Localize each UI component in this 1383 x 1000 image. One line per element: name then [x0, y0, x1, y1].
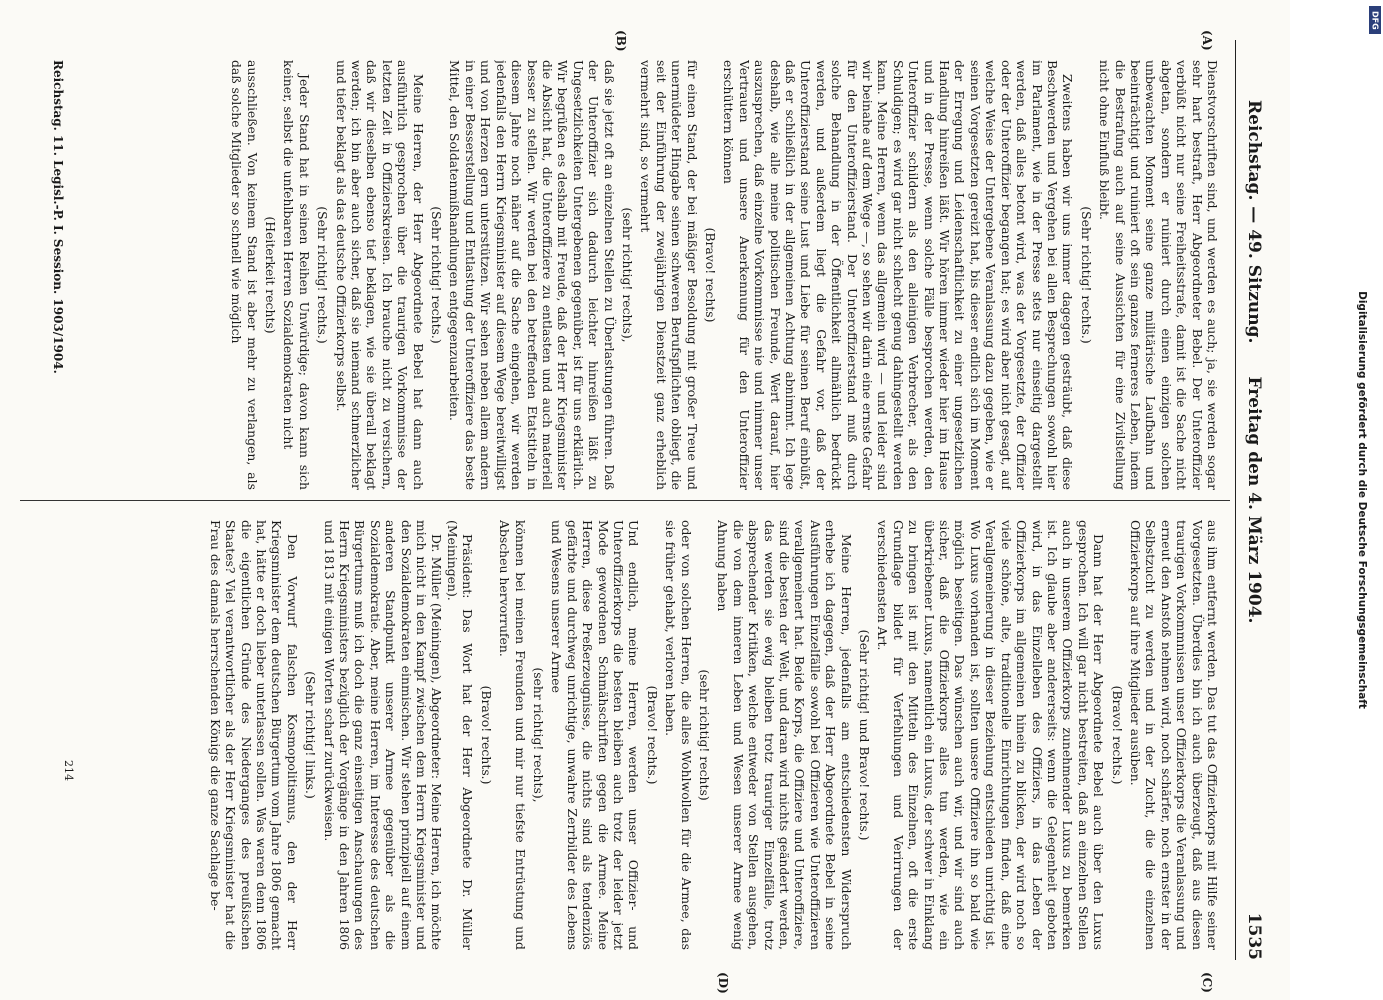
right-column	[30, 520, 1220, 950]
interjection: (Sehr richtig! rechts.)	[315, 206, 331, 344]
margin-marker-a: (A)	[1200, 30, 1214, 51]
interjection: (Sehr richtig! rechts.)	[1078, 206, 1094, 344]
interjection: (Bravo! rechts.)	[478, 685, 494, 785]
page-footer: Reichstag. 11. Legisl.-P. I. Session. 1903/1904.	[51, 60, 65, 374]
interjection: (Sehr richtig! und Bravo! rechts.)	[857, 629, 873, 841]
header-session: Reichstag. — 49. Sitzung.	[1244, 100, 1264, 344]
interjection: (sehr richtig! rechts),	[619, 207, 635, 343]
paragraph: Jeder Stand hat in seinen Reihen Unwürdige; davon kann sich keiner, selbst die unfehlbaren Herren Sozialdemokraten nicht	[281, 60, 312, 490]
margin-marker-c: (C)	[1200, 972, 1214, 993]
interjection: (sehr richtig! rechts),	[530, 667, 546, 803]
margin-marker-b: (B)	[614, 30, 628, 52]
paragraph: oder von solchen Herren, die alles Wohlwollen für die Armee, das sie früher gehabt, verloren haben.	[663, 520, 694, 950]
signature-number: 214	[62, 760, 75, 781]
interjection: (Heiterkeit rechts)	[263, 216, 279, 334]
paragraph: Präsident: Das Wort hat der Herr Abgeordnete Dr. Müller (Meiningen).	[444, 520, 476, 950]
header-date: Freitag den 4. März 1904.	[1244, 376, 1264, 624]
column-divider	[20, 500, 1230, 501]
interjection: (Bravo! rechts)	[703, 227, 718, 323]
paragraph: Den Vorwurf falschen Kosmopolitismus, den der Herr Kriegsminister dem deutschen Bürgertum vom Jahre 1806 gemacht hat, hätte er doch lieber unterlassen sollen. Was waren denn 1806 die eigentlichen Gründe des Niederganges des preußischen Staates? Viel verantwortlicher als der Herr Kriegsminister hat die Frau des damals herrschenden Königs die ganze Sachlage be-	[207, 520, 300, 950]
dfg-logo: DFG	[1369, 6, 1381, 34]
paragraph: Dienstvorschriften sind, und werden es auch; ja, sie werden sogar sehr hart bestraft, Herr Abgeordneter Bebel. Der Unteroffizier verbüßt nicht nur seine Freiheitsstrafe, damit ist die Sache nicht abgetan, sondern er ruiniert durch einen einzigen solchen unbewachten Moment seine ganze militärische Laufbahn und beeinträchtigt und ruiniert oft sein ganzes ferneres Leben, indem die Bestrafung auch auf seine Aussichten für eine Zivilstellung nicht ohne Einfluß bleibt.	[1097, 60, 1220, 490]
paragraph: Dr. Müller (Meiningen), Abgeordneter: Meine Herren, ich möchte mich nicht in den Kampf zwischen dem Herrn Kriegsminister und den Sozialdemokraten einmischen. Wir stehen prinzipiell auf einem anderen Standpunkt unserer Armee gegenüber als die Sozialdemokratie. Aber, meine Herren, im Interesse des deutschen Bürgertums muß ich doch die ganz einseitigen Anschauungen des Herrn Kriegsministers bezüglich der Vorgänge in den Jahren 1806 und 1813 mit einigen Worten scharf zurückweisen.	[321, 520, 445, 950]
paragraph: Meine Herren, der Herr Abgeordnete Bebel hat dann auch ausführlich gesprochen über die traurigen Vorkommnisse der letzten Zeit in Offizierskreisen. Ich brauche nicht zu versichern, daß wir dieselben ebenso tief beklagen, wie sie überall beklagt werden; ich bin aber auch sicher, daß sie niemand schmerzlicher und tiefer beklagt als das deutsche Offizierkorps selbst.	[333, 60, 426, 490]
paragraph: können bei meinen Freunden und mir nur tiefste Entrüstung und Abscheu hervorrufen.	[497, 520, 528, 950]
margin-marker-d: (D)	[716, 972, 730, 994]
paragraph: Meine Herren, jedenfalls am entschiedensten Widerspruch erhebe ich dagegen, daß der Herr Abgeordnete Bebel in seine Ausführungen Einzelfälle sowohl bei Offizieren wie Unteroffizieren verallgemeinert hat. Beide Korps, die Offiziere und Unteroffiziere, sind die besten der Welt, und daran wird nichts geändert werden, das werden sie ewig bleiben trotz trauriger Einzelfälle, trotz absprechender Kritiken, welche entweder von Stellen ausgehen, die von dem inneren Leben und Wesen unserer Armee wenig Ahnung haben	[715, 520, 854, 950]
paragraph: für einen Stand, der bei mäßiger Besoldung mit großer Treue und unermüdeter Hingabe seinen schweren Berufspflichten obliegt, die seit der Einführung der zweijährigen Dienstzeit ganz erheblich vermehrt sind, so vermehrt	[638, 60, 700, 490]
left-column	[30, 60, 1220, 490]
paragraph: Dann hat der Herr Abgeordnete Bebel auch über den Luxus gesprochen. Ich will gar nicht bestreiten, daß an einzelnen Stellen auch in unserem Offizierkorps zunehmender Luxus zu bemerken ist. Ich glaube aber andererseits: wenn die Gelegenheit geboten wird, in das Einzelleben des Offiziers, in das Leben der Offizierkorps im allgemeinen hinein zu blicken, der wird noch so viele schöne, alte, traditionelle Einrichtungen finden, daß eine Verallgemeinerung in dieser Beziehung entschieden unrichtig ist. Wo Luxus vorhanden ist, sollten unsere Offiziere ihn so bald wie möglich beseitigen. Das wünschen auch wir, und wir sind auch sicher, daß die Offizierkorps alles tun werden, wie ein überkriebener Luxus, namentlich ein Luxus, der schwer in Einklang zu bringen ist mit den Mitteln des Einzelnen, oft die erste Grundlage bildet für Verfehlungen und Verirrungen der verschiedensten Art.	[875, 520, 1107, 950]
paragraph: Und endlich, meine Herren, werden unser Offizier- und Unteroffizierkorps die besten bleiben auch trotz der leider jetzt Mode gewordenen Schmähschriften gegen die Armee. Meine Herren, diese Preßerzeugnisse, die nichts sind als tendenziös gefärbte und durchweg unrichtige, unwahre Zerrbilder des Lebens und Wesens unserer Armee	[549, 520, 642, 950]
interjection: (sehr richtig! rechts)	[697, 669, 712, 801]
paragraph: daß sie jetzt oft an einzelnen Stellen zu Überlastungen führen. Daß der Unteroffizier sich dadurch leichter hinreißen läßt zu Ungesetzlichkeiten Untergebenen gegenüber, ist für uns erklärlich. Wir begrüßen es deshalb mit Freude, daß der Herr Kriegsminister die Absicht hat, die Unteroffiziere zu entlasten und auch materiell besser zu stellen. Wir werden bei den betreffenden Etatstiteln in diesem Jahre noch näher auf die Sache eingehen, wir werden jedenfalls den Herrn Kriegsminister auf diesem Wege bereitwilligst und von Herzen gern unterstützen. Wir sehen neben allem andern in einer Besserstellung und Entlastung der Unteroffiziere das beste Mittel, den Soldatenmißhandlungen entgegenzuarbeiten.	[447, 60, 617, 490]
header-page-number: 1535	[1244, 912, 1264, 960]
interjection: (Sehr richtig! links.)	[303, 671, 319, 799]
interjection: (Bravo! rechts.)	[1109, 685, 1125, 785]
paragraph: aus ihm entfernt werden. Das tut das Offizierkorps mit Hilfe seiner Vorgesetzten. Überdies bin ich auch überzeugt, daß aus diesen traurigen Vorkommnissen unser Offizierkorps die Veranlassung und erneut den Anstoß nehmen wird, noch schärfer, noch ernster in der Selbstzucht zu werden und in der Zucht, die die einzelnen Offizierkorps auf ihre Mitglieder ausüben.	[1127, 520, 1220, 950]
page-header	[1235, 40, 1276, 960]
paragraph: Zweitens haben wir uns immer dagegen gesträubt, daß diese Beschwerden und Vergehen bei allen Besprechungen sowohl hier im Parlament, wie in der Presse stets nur einseitig dargestellt werden, daß alles betont wird, was der Vorgesetzte, der Offizier oder der Unteroffizier begangen hat; es wird aber nicht gesagt, auf welche Weise der Untergebene Veranlassung dazu gegeben, wie er seinen Vorgesetzten gereizt hat, bis dieser endlich sich im Moment der Erregung und Leidenschaftlichkeit zu einer ungesetzlichen Handlung hinreißen läßt. Wir hören immer wieder hier im Hause und in der Presse, wenn solche Fälle besprochen werden, den Unteroffizier schildern als den alleinigen Verbrecher, als den Schuldigen; es wird gar nicht schlecht genug dahingestellt werden kann. Meine Herren, wenn das allgemein wird — und leider sind wir beinahe auf dem Wege —, so sehen wir darin eine ernste Gefahr für den Unteroffizierstand. Der Unteroffizierstand muß durch solche Behandlung in der Öffentlichkeit allmählich bedrückt werden, und außerdem liegt die Gefahr vor, daß der Unteroffizierstand seine Lust und Liebe für seinen Beruf einbüßt, daß er schließlich in der allgemeinen Achtung abnimmt. Ich lege deshalb, wie alle meine politischen Freunde, Wert darauf, hier auszusprechen, daß einzelne Vorkommnisse nie und nimmer unser Vertrauen und unsere Anerkennung für den Unteroffizier erschüttern können	[721, 60, 1076, 490]
interjection: (Sehr richtig! rechts.)	[429, 206, 445, 344]
digitization-credit: Digitalisierung gefördert durch die Deutsche Forschungsgemeinschaft	[1356, 291, 1368, 709]
interjection: (Bravo! rechts.)	[644, 685, 660, 785]
paragraph: ausschließen. Von keinem Stand ist aber mehr zu verlangen, als daß solche Mitglieder so schnell wie möglich	[229, 60, 260, 490]
